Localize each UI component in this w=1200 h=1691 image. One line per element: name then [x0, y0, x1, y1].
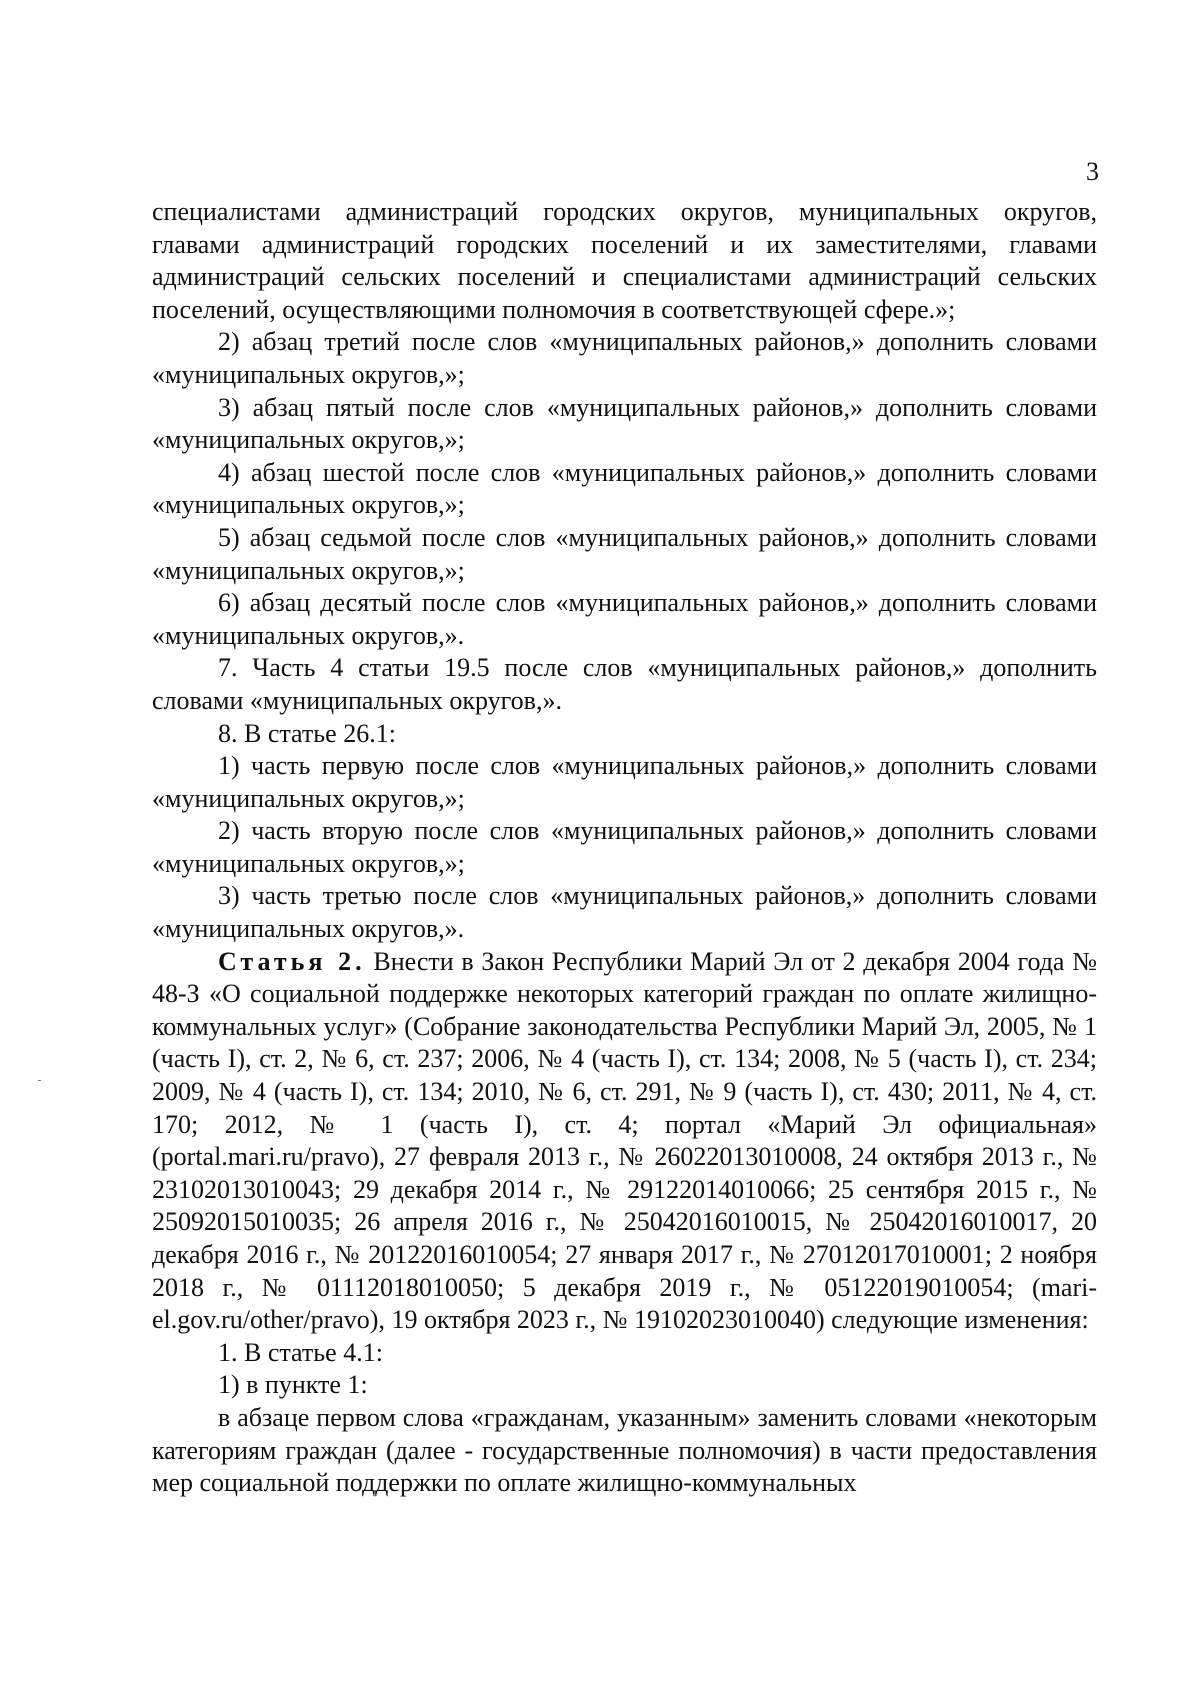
page-number: 3	[1086, 157, 1099, 186]
paragraph: 7. Часть 4 статьи 19.5 после слов «муниципальных районов,» дополнить словами «муниципальных округов,».	[152, 653, 1097, 715]
paragraph: 1) в пункте 1:	[218, 1370, 368, 1400]
article-label: Статья 2.	[218, 946, 366, 976]
paragraph: 1) часть первую после слов «муниципальных районов,» дополнить словами «муниципальных округов,»;	[152, 751, 1097, 813]
paragraph: 2) абзац третий после слов «муниципальных районов,» дополнить словами «муниципальных округов,»;	[152, 327, 1097, 389]
paragraph: 1. В статье 4.1:	[218, 1337, 383, 1367]
paragraph: 4) абзац шестой после слов «муниципальных районов,» дополнить словами «муниципальных округов,»;	[152, 457, 1097, 520]
paragraph: 6) абзац десятый после слов «муниципальных районов,» дополнить словами «муниципальных округов,».	[152, 588, 1097, 650]
paragraph: в абзаце первом слова «гражданам, указанным» заменить словами «некоторым категориям граждан (далее - государственные полномочия) в части предоставления мер социальной поддержки по оплате жилищно-коммунальных	[152, 1402, 1097, 1498]
paragraph: специалистами администраций городских округов, муниципальных округов, главами администраций городских поселений и их заместителями, главами администраций сельских поселений и специалистами администраций сельских поселений, осуществляющими полномочия в соответствующей сфере.»;	[152, 197, 1097, 324]
document-body	[152, 196, 1097, 1500]
paragraph: 2) часть вторую после слов «муниципальных районов,» дополнить словами «муниципальных округов,»;	[152, 816, 1097, 878]
article-paragraph	[152, 946, 1097, 1337]
paragraph: 8. В статье 26.1:	[218, 718, 396, 748]
article-text: Внести в Закон Республики Марий Эл от 2 декабря 2004 года № 48-З «О социальной поддержке некоторых категорий граждан по оплате жилищно-коммунальных услуг» (Собрание законодательства Республики Марий Эл, 2005, № 1 (часть I), ст. 2, № 6, ст. 237; 2006, № 4 (часть I), ст. 134; 2008, № 5 (часть I), ст. 234; 2009, № 4 (часть I), ст. 134; 2010, № 6, ст. 291, № 9 (часть I), ст. 430; 2011, № 4, ст. 170; 2012, № 1 (часть I), ст. 4; портал «Марий Эл официальная» (portal.mari.ru/pravo), 27 февраля 2013 г., № 26022013010008, 24 октября 2013 г., № 23102013010043; 29 декабря 2014 г., № 29122014010066; 25 сентября 2015 г., № 25092015010035; 26 апреля 2016 г., № 25042016010015, № 25042016010017, 20 декабря 2016 г., № 20122016010054; 27 января 2017 г., № 27012017010001; 2 ноября 2018 г., № 01112018010050; 5 декабря 2019 г., № 05122019010054; (mari-el.gov.ru/other/pravo), 19 октября 2023 г., № 19102023010040) следующие изменения:	[152, 946, 1098, 1335]
scan-artifact	[38, 1080, 41, 1081]
paragraph: 3) абзац пятый после слов «муниципальных районов,» дополнить словами «муниципальных округов,»;	[152, 392, 1097, 455]
paragraph: 3) часть третью после слов «муниципальных районов,» дополнить словами «муниципальных округов,».	[152, 881, 1097, 944]
paragraph: 5) абзац седьмой после слов «муниципальных районов,» дополнить словами «муниципальных округов,»;	[152, 522, 1097, 585]
